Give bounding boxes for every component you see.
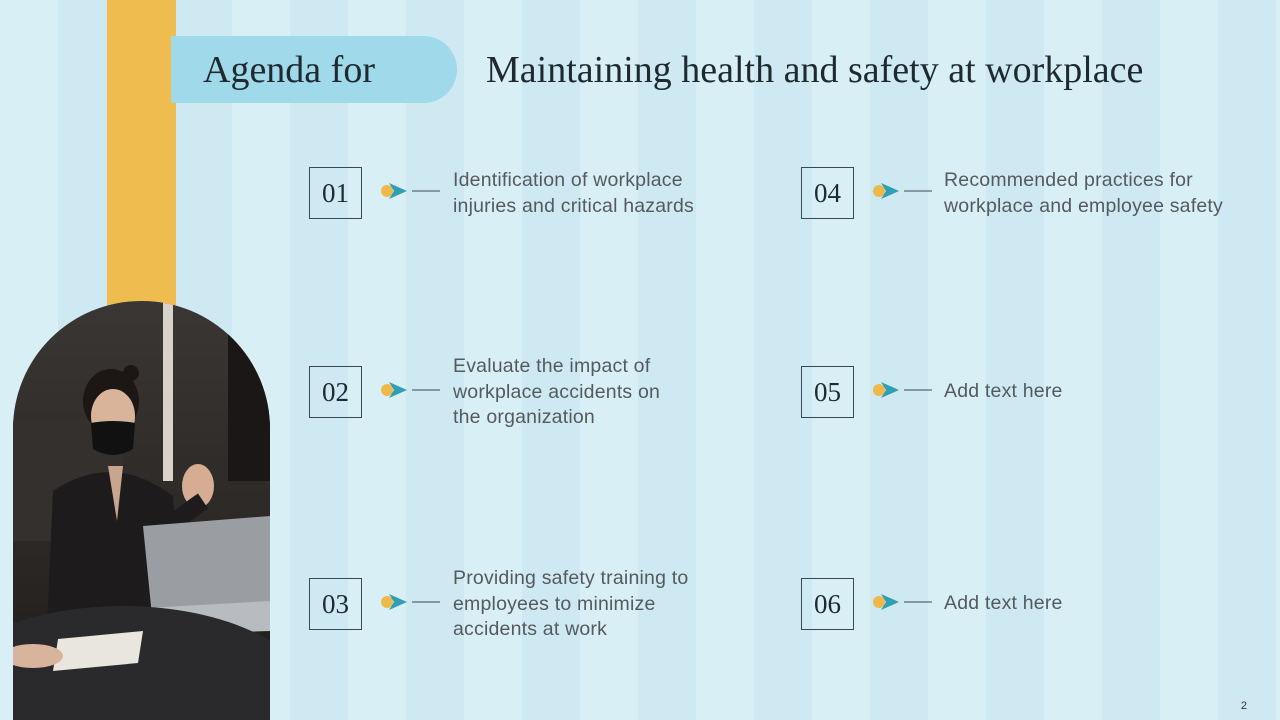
agenda-item-06-text — [944, 591, 1063, 617]
photo-woman-with-laptop — [13, 301, 270, 720]
agenda-item-04-text — [944, 168, 1223, 219]
agenda-item-05-line-1: Add text here — [944, 380, 1063, 402]
agenda-item-02-line-3: the organization — [453, 406, 595, 428]
agenda-item-03-text — [453, 566, 688, 643]
arrow-connector-icon — [872, 181, 932, 201]
agenda-item-01-line-2: injuries and critical hazards — [453, 194, 694, 217]
agenda-number-01: 01 — [309, 167, 362, 219]
agenda-item-06-line-1: Add text here — [944, 592, 1063, 614]
agenda-number-04: 04 — [801, 167, 854, 219]
agenda-item-03-line-3: accidents at work — [453, 618, 608, 640]
agenda-item-01-line-1: Identification of workplace — [453, 169, 683, 191]
agenda-item-03-line-1: Providing safety training to — [453, 567, 689, 589]
agenda-item-04-line-2: workplace and employee safety — [944, 194, 1223, 217]
title-prefix: Agenda for — [203, 49, 375, 91]
arrow-connector-icon — [872, 592, 932, 612]
page-number: 2 — [1240, 700, 1247, 712]
arrow-connector-icon — [380, 592, 440, 612]
agenda-item-02-text — [453, 354, 660, 431]
agenda-item-03-line-2: employees to minimize — [453, 592, 656, 615]
agenda-item-05-text — [944, 379, 1063, 405]
agenda-number-05: 05 — [801, 366, 854, 418]
agenda-item-02-line-1: Evaluate the impact of — [453, 355, 651, 377]
arrow-connector-icon — [872, 380, 932, 400]
photo-illustration — [13, 301, 270, 720]
arrow-connector-icon — [380, 380, 440, 400]
agenda-item-04-line-1: Recommended practices for — [944, 169, 1193, 191]
agenda-number-06: 06 — [801, 578, 854, 630]
arrow-connector-icon — [380, 181, 440, 201]
agenda-number-03: 03 — [309, 578, 362, 630]
agenda-number-02: 02 — [309, 366, 362, 418]
page-title: Maintaining health and safety at workplace — [486, 49, 1144, 91]
agenda-item-02-line-2: workplace accidents on — [453, 380, 661, 403]
agenda-item-01-text — [453, 168, 694, 219]
yellow-accent-band — [107, 0, 176, 330]
